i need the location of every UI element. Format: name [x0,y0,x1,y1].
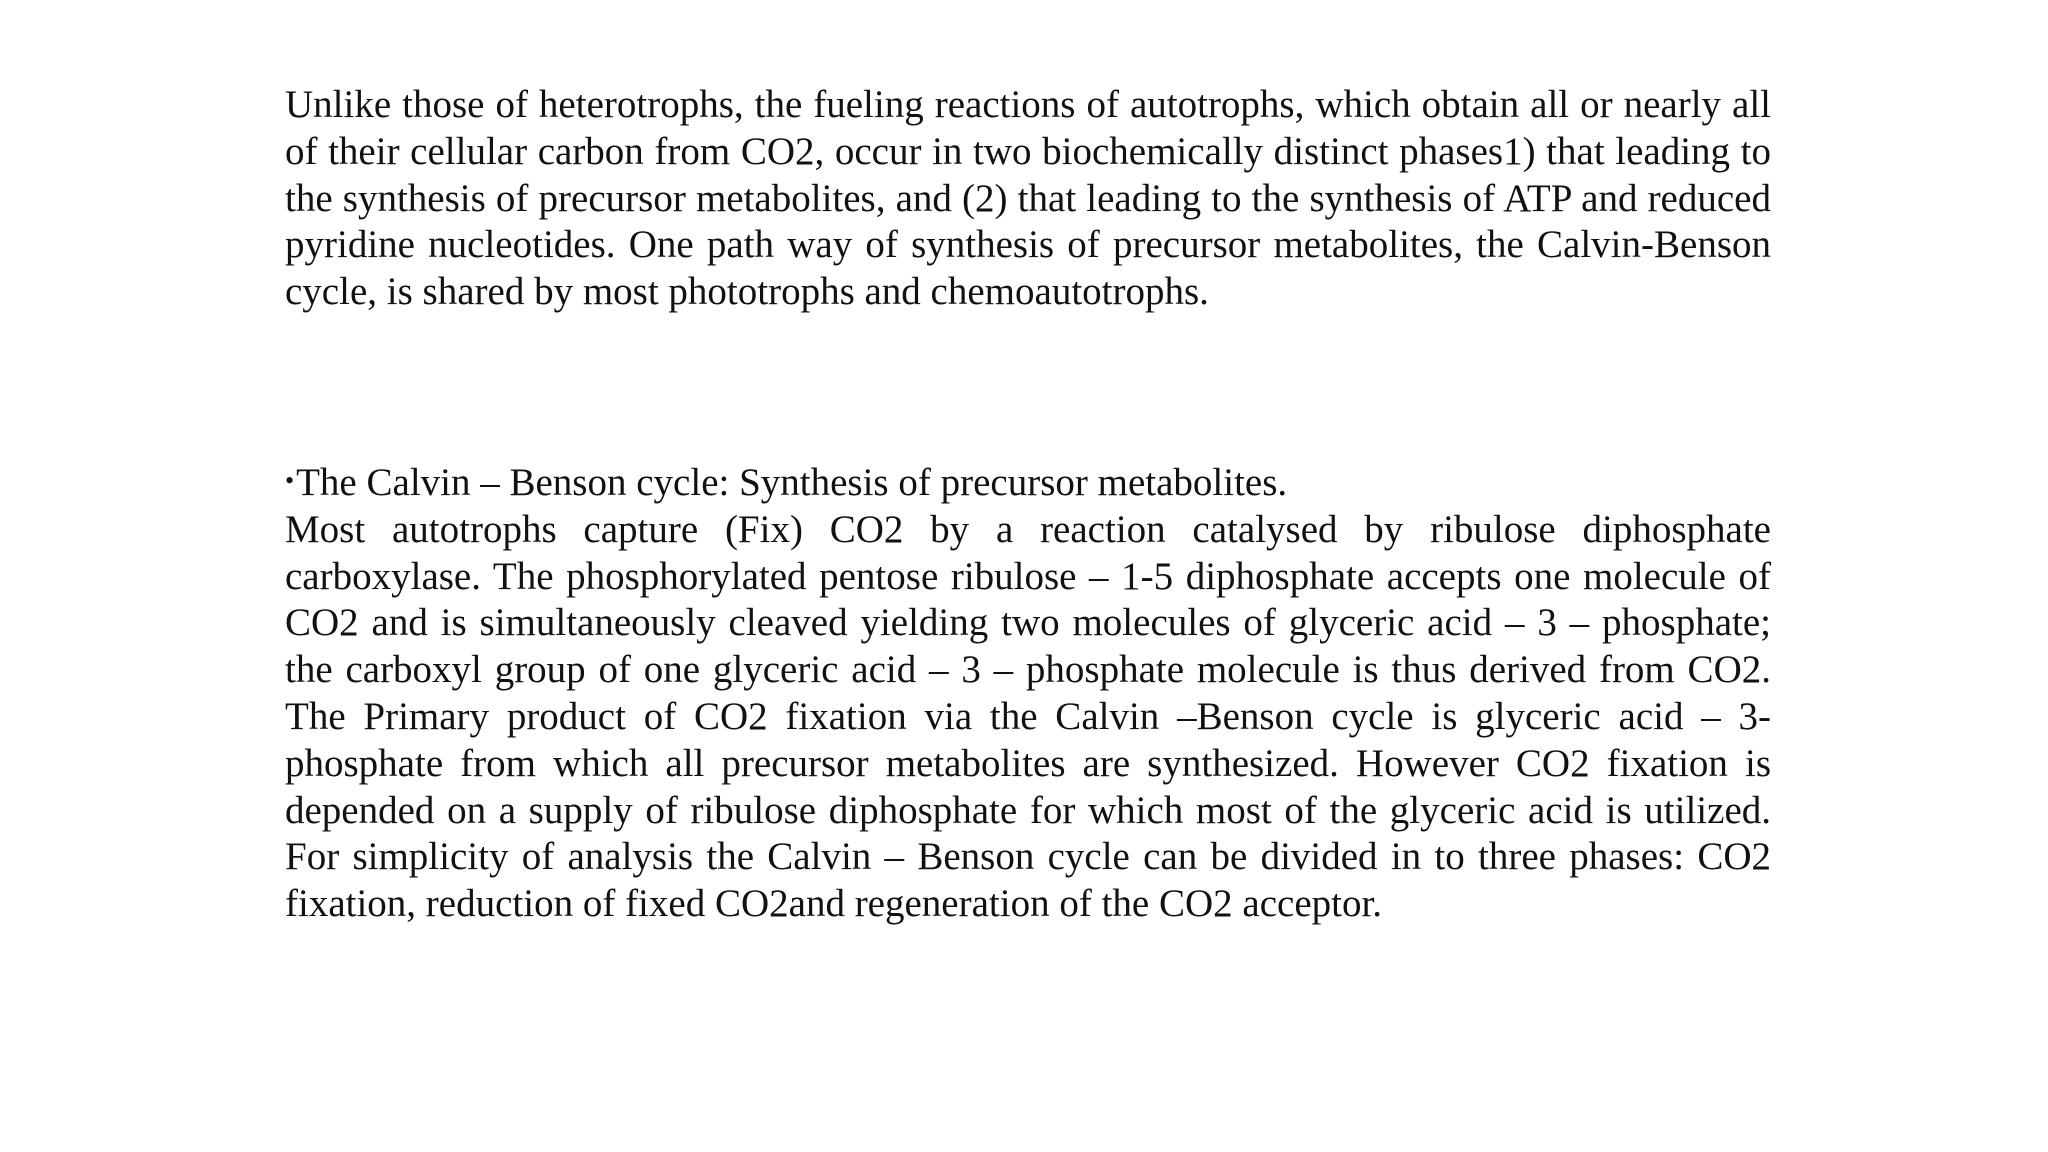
bullet-icon: • [285,466,295,495]
calvin-benson-paragraph: Most autotrophs capture (Fix) CO2 by a reaction catalysed by ribulose diphosphate carboxylase. The phosphorylated pentose ribulose – 1-5 diphosphate accepts one molecule of CO2 and is simultaneously cleaved yielding two molecules of glyceric acid – 3 – phosphate; the carboxyl group of one glyceric acid – 3 – phosphate molecule is thus derived from CO2. The Primary product of CO2 fixation via the Calvin –Benson cycle is glyceric acid – 3-phosphate from which all precursor metabolites are synthesized. However CO2 fixation is depended on a supply of ribulose diphosphate for which most of the glyceric acid is utilized. For simplicity of analysis the Calvin – Benson cycle can be divided in to three phases: CO2 fixation, reduction of fixed CO2and regeneration of the CO2 acceptor. [285,507,1771,926]
intro-paragraph: Unlike those of heterotrophs, the fueling reactions of autotrophs, which obtain all or nearly all of their cellular carbon from CO2, occur in two biochemically distinct phases1) that leading to the synthesis of precursor metabolites, and (2) that leading to the synthesis of ATP and reduced pyridine nucleotides. One path way of synthesis of precursor metabolites, the Calvin-Benson cycle, is shared by most phototrophs and chemoautotrophs. [285,83,1771,314]
bullet-heading: The Calvin – Benson cycle: Synthesis of precursor metabolites. [296,461,1288,504]
bullet-heading-line [285,458,1771,507]
calvin-benson-section [285,458,1771,928]
